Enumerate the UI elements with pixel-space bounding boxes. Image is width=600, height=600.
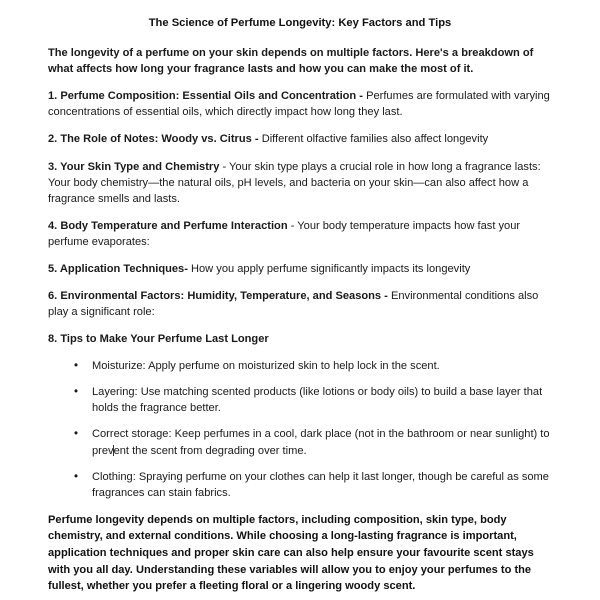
section-body-2: Different olfactive families also affect longevity — [261, 133, 489, 146]
section-body-3: - Your skin type plays a crucial role in how long a fragrance lasts: Your body chemistry—the natural oils, pH levels, and bacteria on your skin—can also affect how a fragrance smells and lasts. — [48, 160, 541, 205]
section-paragraph-1 — [48, 88, 552, 120]
section-paragraph-3 — [48, 159, 552, 207]
closing-paragraph: Perfume longevity depends on multiple factors, including composition, skin type, body chemistry, and external conditions. While choosing a long-lasting fragrance is important, application techniques and proper skin care can also help ensure your favourite scent stays with you all day. Understanding these variables will allow you to enjoy your perfumes to the fullest, whether you prefer a fleeting floral or a lingering woody scent. — [48, 513, 534, 593]
section-lead-6: 6. Environmental Factors: Humidity, Temperature, and Seasons - — [48, 289, 391, 302]
bullet-icon: • — [74, 360, 79, 373]
section-lead-5: 5. Application Techniques- — [48, 262, 188, 275]
section-body-1: Perfumes are formulated with varying concentrations of essential oils, which directly impact how long they last. — [48, 90, 550, 119]
section-paragraph-5 — [48, 261, 552, 277]
tips-list — [48, 358, 552, 501]
section-paragraph-6 — [48, 288, 552, 320]
list-item — [74, 384, 552, 416]
list-item-text: Layering: Use matching scented products (like lotions or body oils) to build a base layer that holds the fragrance better. — [92, 386, 543, 415]
section-lead-3: 3. Your Skin Type and Chemistry — [48, 160, 220, 173]
section-body-6: Environmental conditions also play a significant role: — [48, 289, 539, 319]
page-title: The Science of Perfume Longevity: Key Factors and Tips — [148, 17, 452, 29]
bullet-icon: • — [74, 470, 79, 483]
section-paragraph-4 — [48, 218, 552, 250]
bullet-icon: • — [74, 386, 79, 399]
list-item — [74, 358, 552, 374]
section-body-5: How you apply perfume significantly impacts its longevity — [187, 262, 471, 275]
section-paragraph-2 — [48, 131, 552, 147]
section-lead-1: 1. Perfume Composition: Essential Oils and Concentration - — [48, 90, 367, 103]
list-item-text-after-cursor: ent the scent from degrading over time. — [113, 444, 307, 457]
list-item — [74, 469, 552, 501]
section-lead-4: 4. Body Temperature and Perfume Interaction — [48, 219, 288, 232]
section-body-4: - Your body temperature impacts how fast your perfume evaporates: — [48, 219, 521, 248]
bullet-icon: • — [74, 428, 79, 441]
list-item-text-before-cursor: Correct storage: Keep perfumes in a cool, dark place (not in the bathroom or near sunlight) to prev — [92, 428, 550, 457]
section-lead-2: 2. The Role of Notes: Woody vs. Citrus - — [48, 133, 262, 146]
list-item — [74, 426, 552, 458]
intro-paragraph: The longevity of a perfume on your skin depends on multiple factors. Here's a breakdown of what affects how long your fragrance lasts and how you can make the most of it. — [48, 47, 534, 76]
list-item-text: Clothing: Spraying perfume on your clothes can help it last longer, though be careful as some fragrances can stain fabrics. — [92, 470, 549, 499]
list-item-text: Moisturize: Apply perfume on moisturized skin to help lock in the scent. — [92, 360, 440, 373]
tips-heading: 8. Tips to Make Your Perfume Last Longer — [48, 333, 269, 346]
